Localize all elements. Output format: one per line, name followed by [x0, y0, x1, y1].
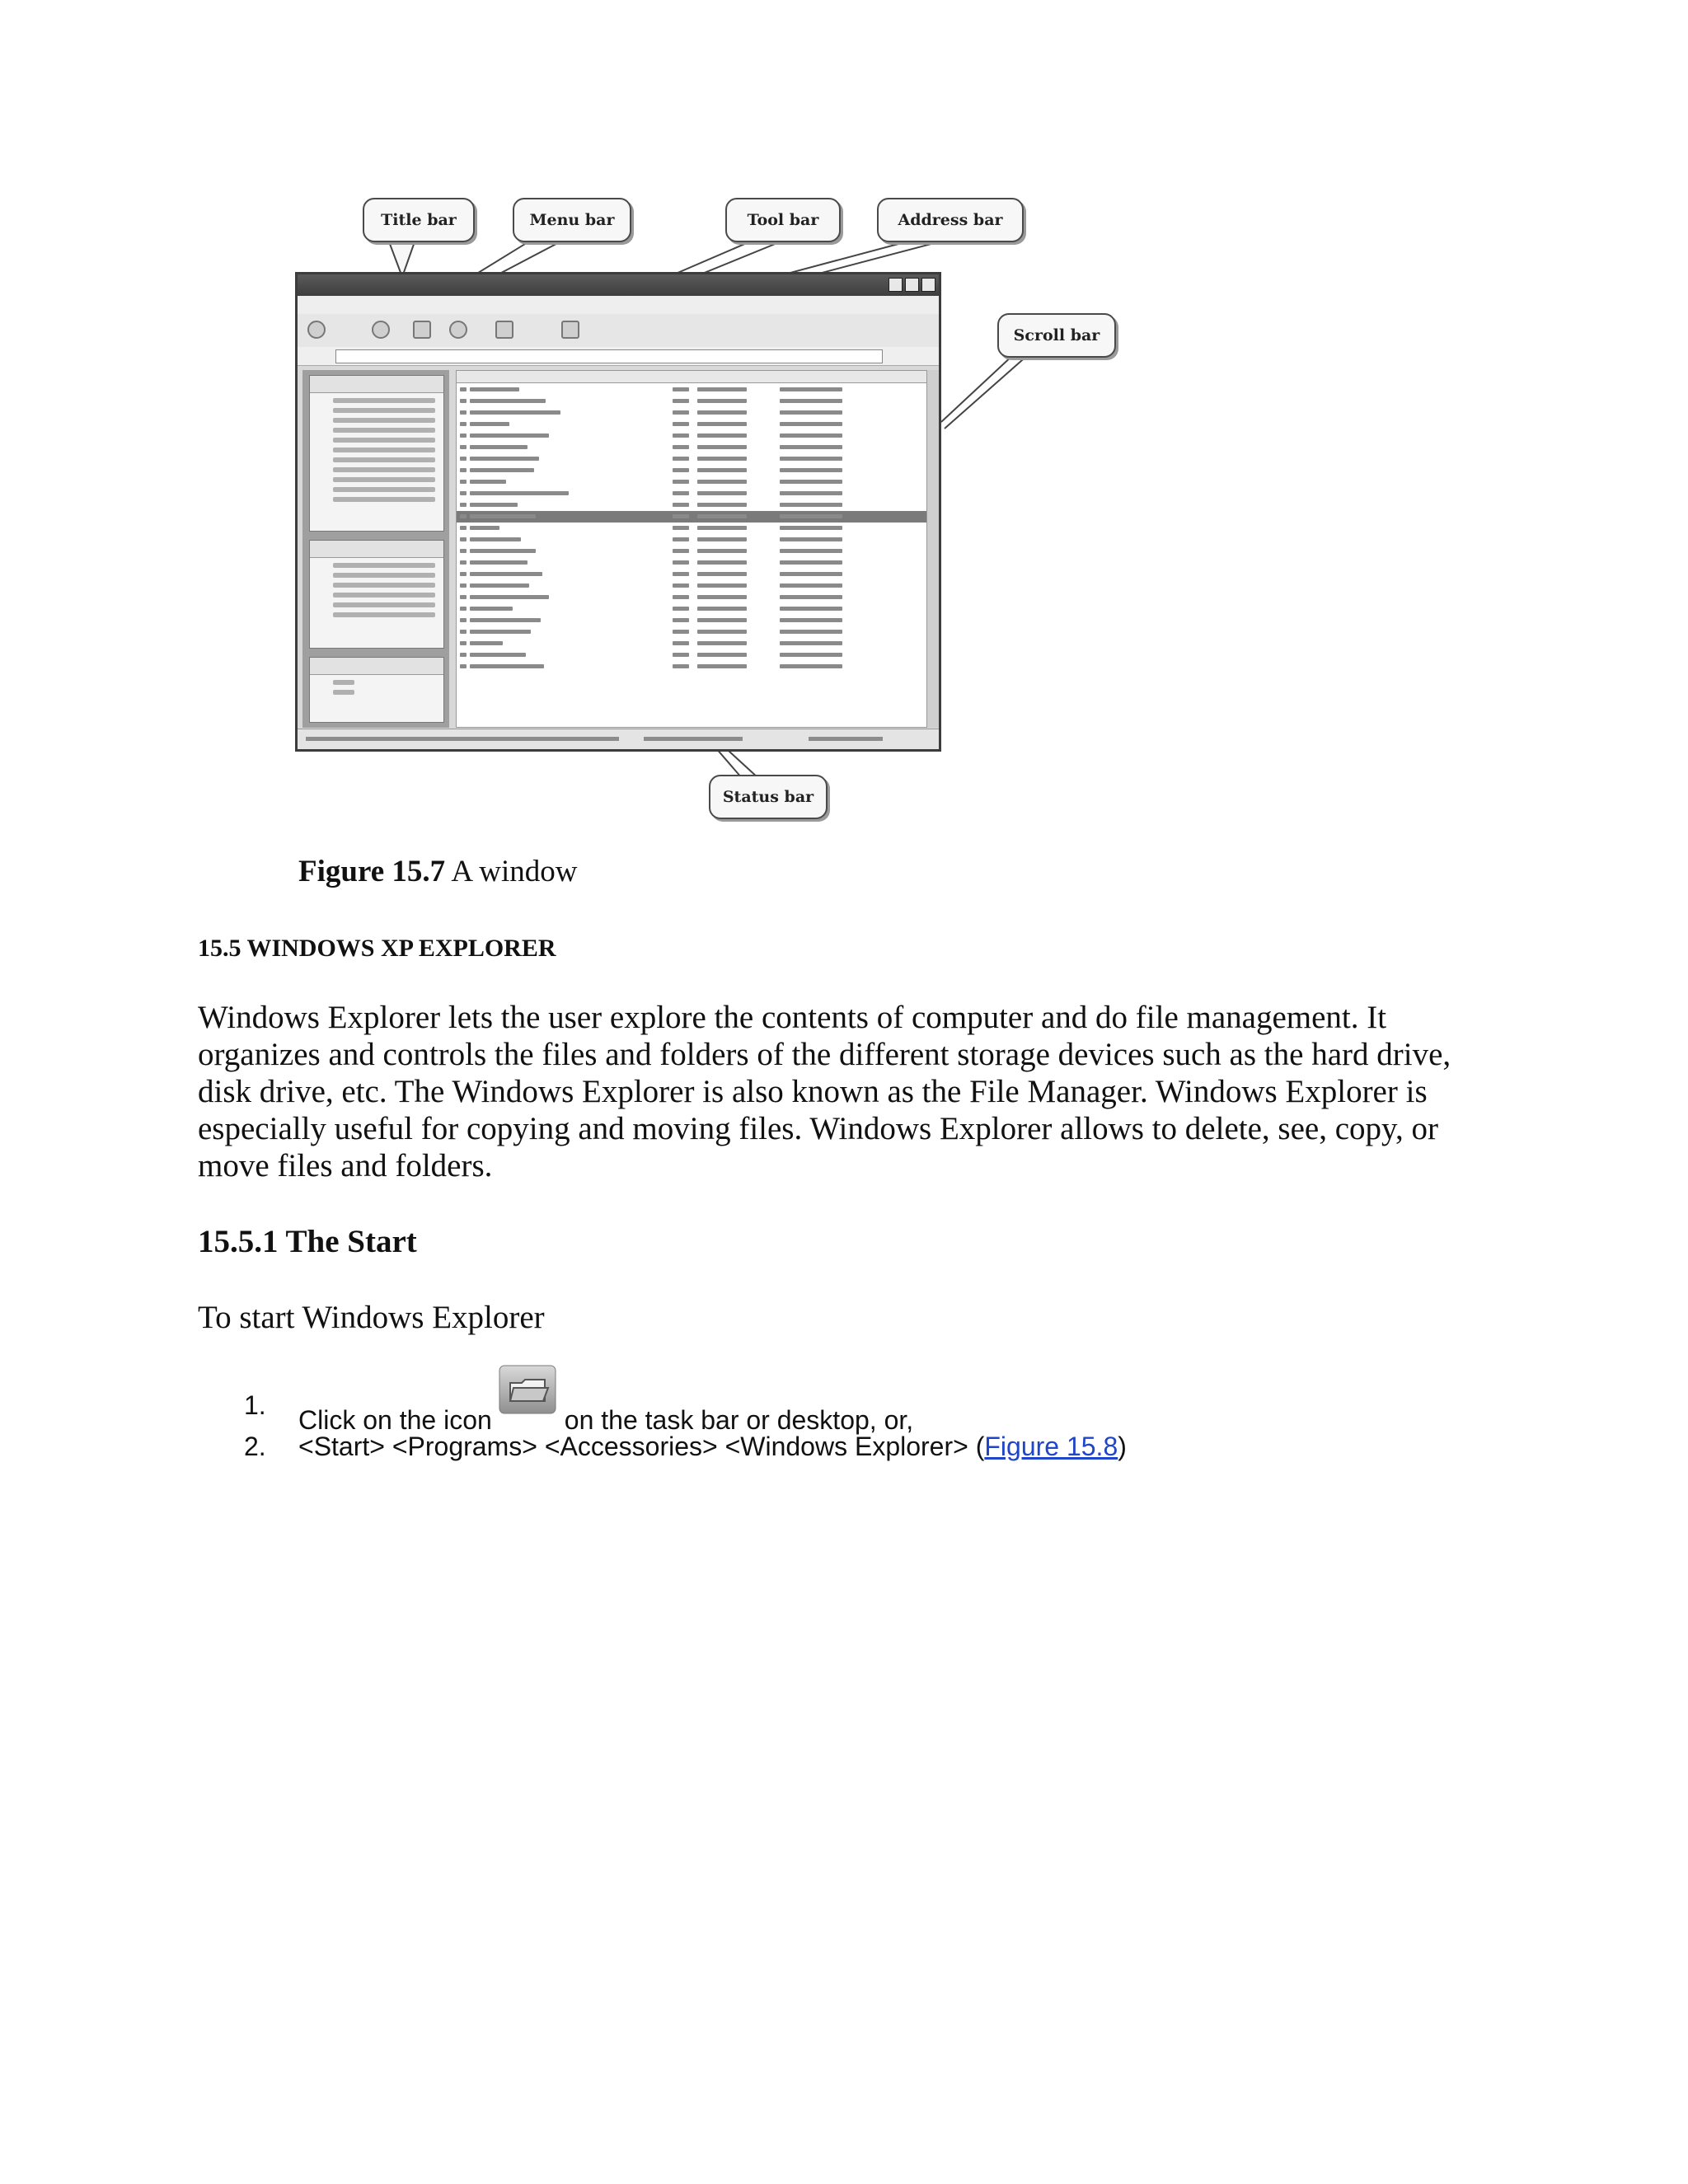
step-number: 2. [244, 1432, 266, 1461]
window-address-bar [298, 347, 939, 366]
file-row-illustration [457, 453, 926, 465]
address-bar-callout: Address bar [877, 198, 1024, 242]
file-row-illustration [457, 396, 926, 407]
scroll-bar-callout: Scroll bar [997, 313, 1116, 358]
folder-icon [499, 1365, 556, 1414]
file-row-illustration [457, 603, 926, 615]
file-row-illustration [457, 511, 926, 523]
figure-caption [298, 854, 578, 889]
file-row-illustration [457, 488, 926, 499]
file-row-illustration [457, 615, 926, 626]
window-tool-bar [298, 314, 939, 348]
step-text-continued: on the task bar or desktop, or, [564, 1405, 914, 1435]
file-row-illustration [457, 407, 926, 419]
file-row-illustration [457, 419, 926, 430]
window-title-bar [298, 274, 939, 296]
file-row-illustration [457, 661, 926, 673]
figure-15-7 [0, 0, 1688, 841]
file-row-illustration [457, 384, 926, 396]
figure-caption-text: A window [445, 855, 578, 888]
window-task-pane [302, 370, 449, 728]
section-paragraph: Windows Explorer lets the user explore the contents of computer and do file management. It organizes and controls the files and folders of the different storage devices such as the hard drive, disk drive, etc. The Windows Explorer is also known as the File Manager. Windows Explorer is especially useful for copying and moving files. Windows Explorer allows to delete, see, copy, or move files and folders. [198, 1000, 1451, 1183]
subsection-intro: To start Windows Explorer [198, 1300, 545, 1335]
explorer-window-illustration [295, 272, 941, 752]
file-row-illustration [457, 557, 926, 569]
step-text: <Start> <Programs> <Accessories> <Windows Explorer> ( [298, 1432, 985, 1461]
file-row-illustration [457, 638, 926, 649]
file-row-illustration [457, 523, 926, 534]
file-row-illustration [457, 649, 926, 661]
step-text: Click on the icon [298, 1405, 492, 1435]
step-number: 1. [244, 1390, 266, 1420]
window-scroll-bar [926, 370, 939, 728]
file-row-illustration [457, 546, 926, 557]
title-bar-callout: Title bar [363, 198, 475, 242]
window-status-bar [298, 729, 939, 749]
figure-15-8-link[interactable]: Figure 15.8 [984, 1432, 1118, 1461]
subsection-heading: 15.5.1 The Start [198, 1224, 417, 1259]
section-heading: 15.5 WINDOWS XP EXPLORER [198, 935, 556, 962]
figure-caption-label: Figure 15.7 [298, 855, 446, 888]
menu-bar-callout: Menu bar [513, 198, 631, 242]
file-row-illustration [457, 442, 926, 453]
file-row-illustration [457, 465, 926, 476]
window-file-list [456, 370, 927, 728]
file-row-illustration [457, 476, 926, 488]
file-row-illustration [457, 499, 926, 511]
file-row-illustration [457, 569, 926, 580]
status-bar-callout: Status bar [709, 775, 828, 819]
file-row-illustration [457, 580, 926, 592]
file-row-illustration [457, 626, 926, 638]
step-text-close: ) [1118, 1432, 1127, 1461]
file-row-illustration [457, 592, 926, 603]
tool-bar-callout: Tool bar [725, 198, 841, 242]
window-menu-bar [298, 296, 939, 314]
file-row-illustration [457, 430, 926, 442]
file-row-illustration [457, 534, 926, 546]
